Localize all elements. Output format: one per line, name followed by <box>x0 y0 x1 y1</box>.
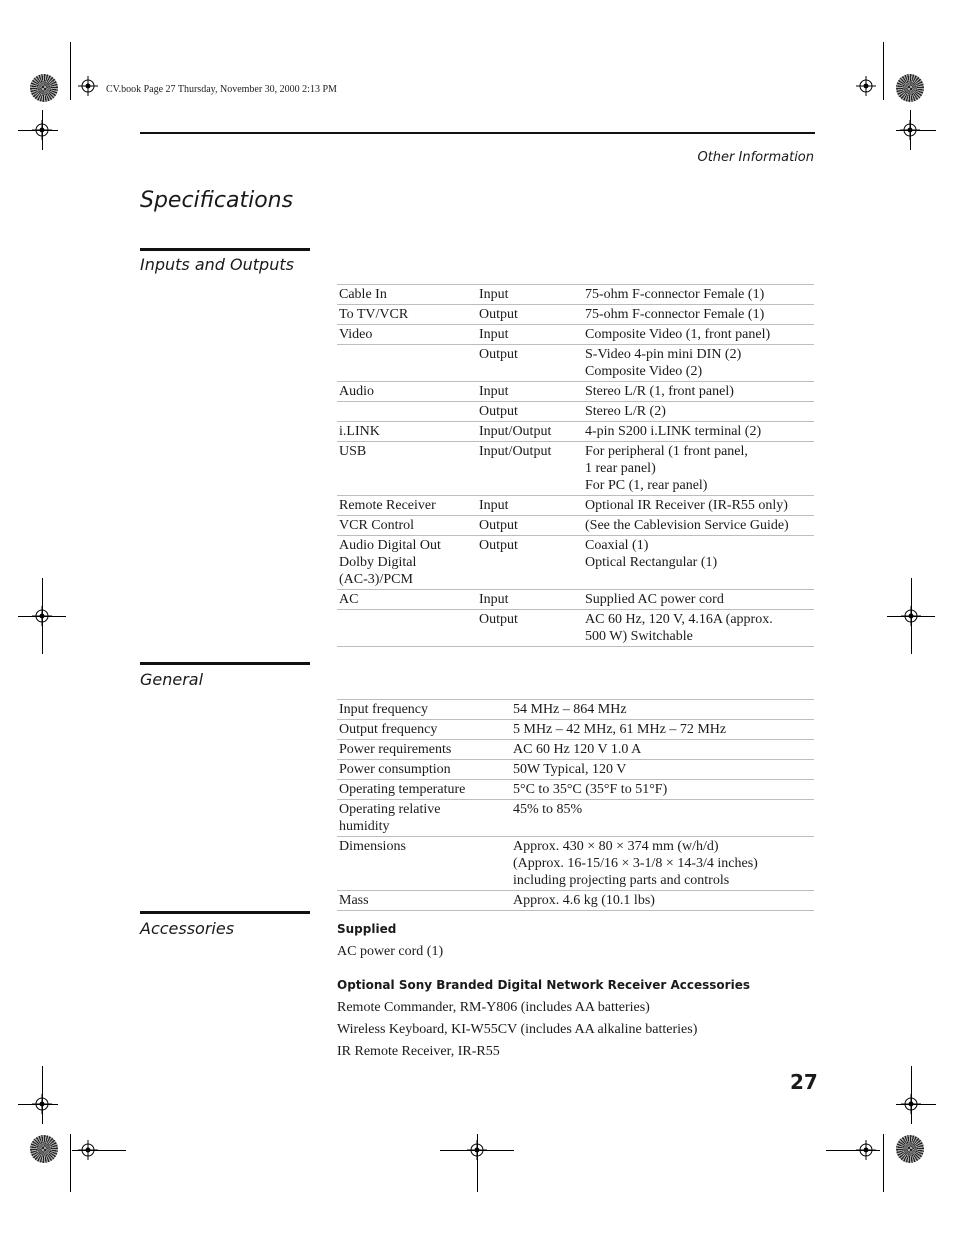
table-row <box>337 345 814 382</box>
accessory-item: IR Remote Receiver, IR-R55 <box>337 1044 500 1059</box>
cell-name: i.LINK <box>337 422 477 442</box>
cell-name: Operating temperature <box>337 780 511 800</box>
cell-spec: Optional IR Receiver (IR-R55 only) <box>583 496 814 516</box>
accessory-item: AC power cord (1) <box>337 944 444 959</box>
table-row <box>337 536 814 590</box>
cell-dir: Output <box>477 536 583 590</box>
table-row <box>337 422 814 442</box>
cell-spec: 5°C to 35°C (35°F to 51°F) <box>511 780 814 800</box>
supplied-heading: Supplied <box>337 922 397 936</box>
cell-dir: Output <box>477 305 583 325</box>
registration-mark-icon <box>32 606 52 626</box>
table-row <box>337 442 814 496</box>
section-rule <box>140 248 310 251</box>
registration-mark-icon <box>901 606 921 626</box>
general-table <box>337 699 814 911</box>
running-head: Other Information <box>697 150 814 165</box>
cell-name <box>337 402 477 422</box>
table-row <box>337 780 814 800</box>
registration-mark-icon <box>32 1094 52 1114</box>
inputs-outputs-table <box>337 284 814 647</box>
cell-dir: Input/Output <box>477 422 583 442</box>
cell-name: Remote Receiver <box>337 496 477 516</box>
table-row <box>337 800 814 837</box>
registration-mark-icon <box>900 120 920 140</box>
section-title-inputs-outputs: Inputs and Outputs <box>140 255 294 274</box>
section-title-accessories: Accessories <box>140 919 235 938</box>
cell-name: Dimensions <box>337 837 511 891</box>
cell-spec: AC 60 Hz 120 V 1.0 A <box>511 740 814 760</box>
table-row <box>337 837 814 891</box>
cell-name: Audio <box>337 382 477 402</box>
cell-spec: S-Video 4-pin mini DIN (2) Composite Video (2) <box>583 345 814 382</box>
cell-spec: Stereo L/R (1, front panel) <box>583 382 814 402</box>
color-bar-icon <box>30 74 58 102</box>
cell-dir: Input <box>477 285 583 305</box>
table-row <box>337 496 814 516</box>
cell-name: Power requirements <box>337 740 511 760</box>
cell-spec: Stereo L/R (2) <box>583 402 814 422</box>
cell-name: Video <box>337 325 477 345</box>
cell-dir: Output <box>477 516 583 536</box>
color-bar-icon <box>896 74 924 102</box>
cell-name: Output frequency <box>337 720 511 740</box>
table-row <box>337 402 814 422</box>
cell-spec: 75-ohm F-connector Female (1) <box>583 285 814 305</box>
cell-spec: Supplied AC power cord <box>583 590 814 610</box>
cell-spec: 45% to 85% <box>511 800 814 837</box>
cell-dir: Output <box>477 610 583 647</box>
accessory-item: Wireless Keyboard, KI-W55CV (includes AA alkaline batteries) <box>337 1022 698 1037</box>
registration-mark-icon <box>78 76 98 96</box>
cell-spec: (See the Cablevision Service Guide) <box>583 516 814 536</box>
table-row <box>337 720 814 740</box>
table-row <box>337 610 814 647</box>
registration-mark-icon <box>467 1140 487 1160</box>
cell-dir: Input <box>477 382 583 402</box>
registration-mark-icon <box>901 1094 921 1114</box>
cell-name: Operating relative humidity <box>337 800 511 837</box>
cell-dir: Output <box>477 402 583 422</box>
cell-name: VCR Control <box>337 516 477 536</box>
cell-name: Mass <box>337 891 511 911</box>
table-row <box>337 305 814 325</box>
cell-spec: 4-pin S200 i.LINK terminal (2) <box>583 422 814 442</box>
registration-mark-icon <box>856 76 876 96</box>
cell-spec: For peripheral (1 front panel, 1 rear panel) For PC (1, rear panel) <box>583 442 814 496</box>
cell-name: AC <box>337 590 477 610</box>
cell-dir: Input/Output <box>477 442 583 496</box>
registration-mark-icon <box>78 1140 98 1160</box>
cell-name: Audio Digital Out Dolby Digital (AC-3)/PCM <box>337 536 477 590</box>
print-slug: CV.book Page 27 Thursday, November 30, 2000 2:13 PM <box>106 84 337 95</box>
cell-name: Cable In <box>337 285 477 305</box>
page-title: Specifications <box>140 188 294 213</box>
cell-spec: Composite Video (1, front panel) <box>583 325 814 345</box>
cell-spec: 50W Typical, 120 V <box>511 760 814 780</box>
table-row <box>337 891 814 911</box>
table-row <box>337 382 814 402</box>
cell-name: Input frequency <box>337 700 511 720</box>
cell-dir: Output <box>477 345 583 382</box>
accessory-item: Remote Commander, RM-Y806 (includes AA batteries) <box>337 1000 650 1015</box>
table-row <box>337 740 814 760</box>
header-rule <box>140 132 815 134</box>
section-rule <box>140 662 310 665</box>
page-number: 27 <box>790 1070 818 1094</box>
cell-spec: Approx. 4.6 kg (10.1 lbs) <box>511 891 814 911</box>
cell-name: USB <box>337 442 477 496</box>
table-row <box>337 516 814 536</box>
section-title-general: General <box>140 670 204 689</box>
section-rule <box>140 911 310 914</box>
cell-dir: Input <box>477 325 583 345</box>
cell-spec: Approx. 430 × 80 × 374 mm (w/h/d) (Approx. 16-15/16 × 3-1/8 × 14-3/4 inches) including projecting parts and controls <box>511 837 814 891</box>
cell-spec: 75-ohm F-connector Female (1) <box>583 305 814 325</box>
cell-name: Power consumption <box>337 760 511 780</box>
registration-mark-icon <box>856 1140 876 1160</box>
cell-name <box>337 610 477 647</box>
cell-spec: AC 60 Hz, 120 V, 4.16A (approx. 500 W) Switchable <box>583 610 814 647</box>
table-row <box>337 700 814 720</box>
table-row <box>337 760 814 780</box>
table-row <box>337 325 814 345</box>
table-row <box>337 590 814 610</box>
color-bar-icon <box>896 1135 924 1163</box>
cell-name: To TV/VCR <box>337 305 477 325</box>
cell-spec: 5 MHz – 42 MHz, 61 MHz – 72 MHz <box>511 720 814 740</box>
registration-mark-icon <box>32 120 52 140</box>
cell-dir: Input <box>477 590 583 610</box>
color-bar-icon <box>30 1135 58 1163</box>
optional-heading: Optional Sony Branded Digital Network Receiver Accessories <box>337 978 750 992</box>
cell-name <box>337 345 477 382</box>
cell-spec: Coaxial (1) Optical Rectangular (1) <box>583 536 814 590</box>
cell-spec: 54 MHz – 864 MHz <box>511 700 814 720</box>
cell-dir: Input <box>477 496 583 516</box>
table-row <box>337 285 814 305</box>
